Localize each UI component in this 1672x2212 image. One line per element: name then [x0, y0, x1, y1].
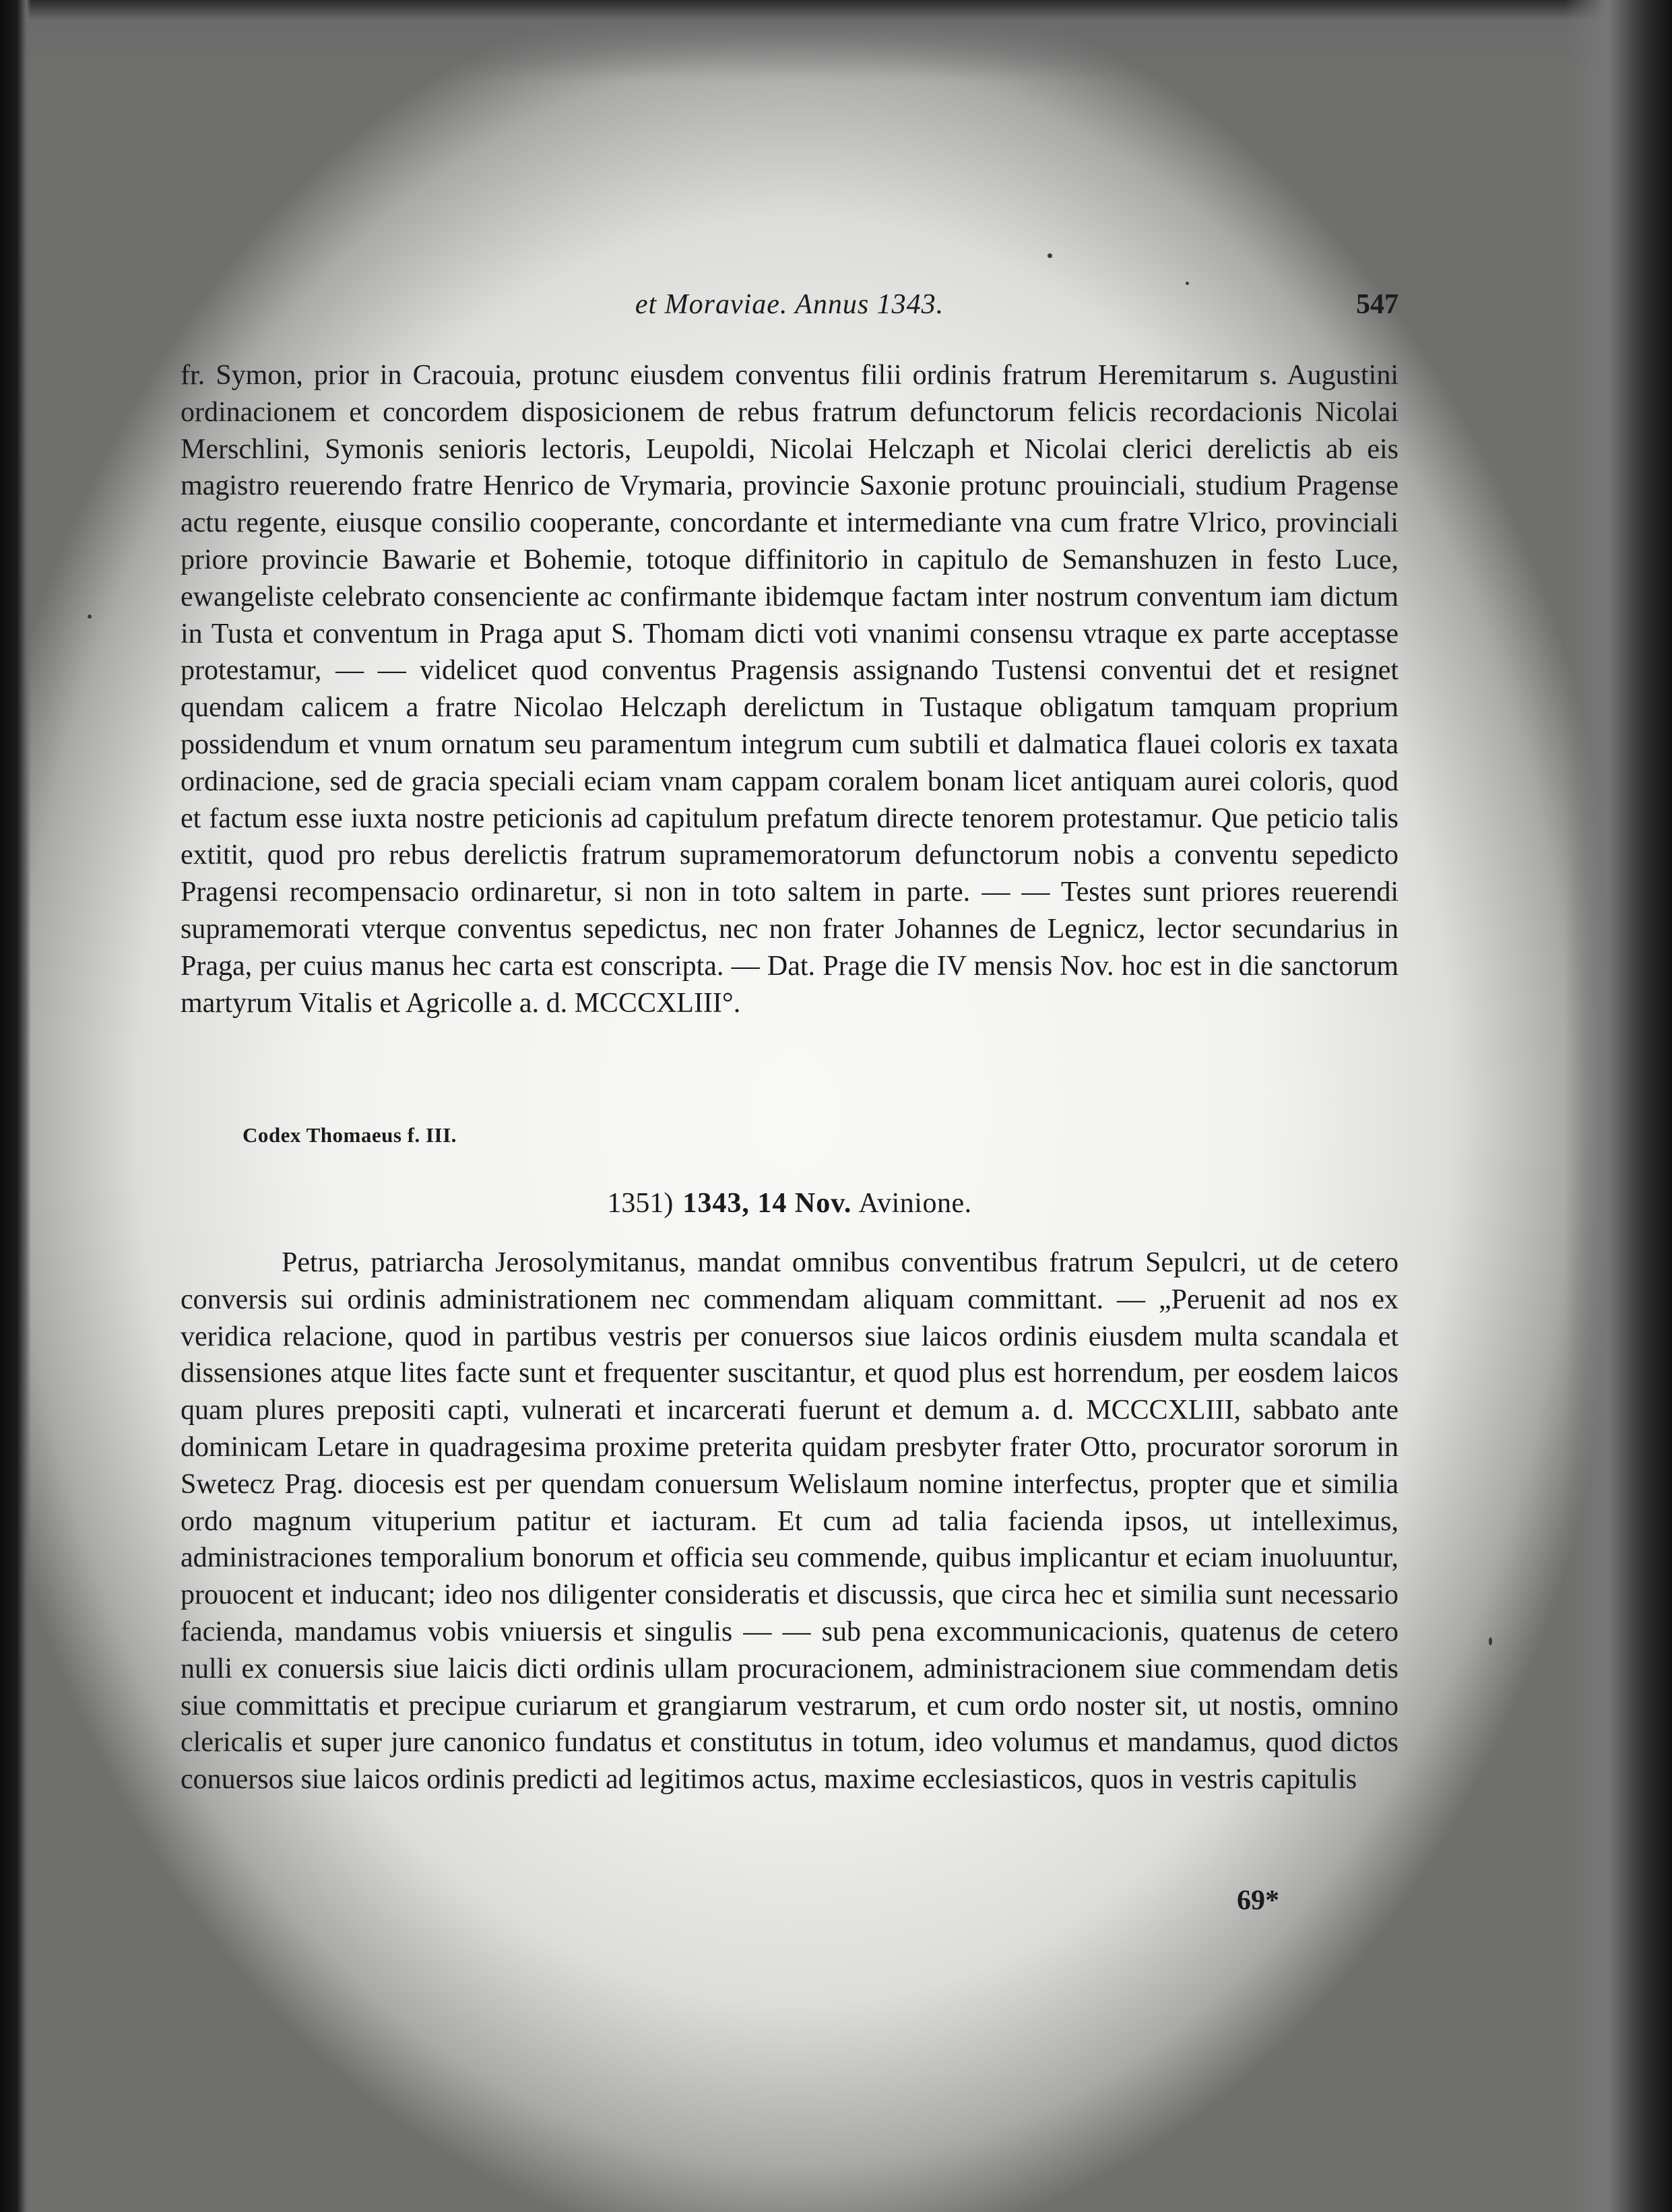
entry-body-text: Petrus, patriarcha Jerosolymitanus, mandat omnibus conventibus fratrum Sepulcri, ut de cetero conversis sui ordinis administrationem nec commendam aliquam committant. — „Peruenit ad nos ex veridica relacione, quod in partibus vestris per conuersos siue laicos ordinis eiusdem multa scandala et dissensiones atque lites facte sunt et frequenter suscitantur, et quod plus est horrendum, per eosdem laicos quam plures prepositi capti, vulnerati et incarcerati fuerunt et demum a. d. MCCCXLIII, sabbato ante dominicam Letare in quadragesima proxime preterita quidam presbyter frater Otto, procurator sororum in Swetecz Prag. diocesis est per quendam conuersum Welislaum nomine interfectus, propter que et similia ordo magnum vituperium patitur et iacturam. Et cum ad talia facienda ipsos, ut intelleximus, administraciones temporalium bonorum et officia seu commende, quibus implicantur et eciam inuoluuntur, prouocent et inducant; ideo nos diligenter consideratis et discussis, que circa hec et similia sunt necessario facienda, mandamus vobis vniuersis et singulis — — sub pena excommunicacionis, quatenus de cetero nulli ex conuersis siue laicis dicti ordinis ullam procuracionem, administracionem siue commendam detis siue committatis et precipue curiarum et grangiarum vestrarum, et cum ordo noster sit, ut nostis, omnino clericalis et super jure canonico fundatus et constitutus in totum, ideo volumus et mandamus, quod dictos conuersos siue laicos ordinis predicti ad legitimos actus, maxime ecclesiasticos, quos in vestris capitulis	[181, 1247, 1398, 1796]
document-entry-1350-continuation	[181, 357, 1398, 1021]
entry-number: 1351)	[607, 1188, 674, 1219]
scan-speck	[88, 614, 92, 619]
scan-speck	[1186, 282, 1189, 285]
entry-place: Avinione.	[858, 1188, 972, 1219]
page-number: 547	[1356, 289, 1398, 320]
scan-left-shadow	[0, 0, 31, 2212]
running-title: et Moraviae. Annus 1343.	[635, 289, 944, 320]
entry-date: 1343, 14 Nov.	[682, 1188, 852, 1219]
entry-body-text: fr. Symon, prior in Cracouia, protunc eiusdem conventus filii ordinis fratrum Heremitarum s. Augustini ordinacionem et concordem disposicionem de rebus fratrum defunctorum felicis recordacionis Nicolai Merschlini, Symonis senioris lectoris, Leupoldi, Nicolai Helczaph et Nicolai clerici derelictis ab eis magistro reuerendo fratre Henrico de Vrymaria, provincie Saxonie protunc prouinciali, studium Pragense actu regente, eiusque consilio cooperante, concordante et intermediante vna cum fratre Vlrico, provinciali priore provincie Bawarie et Bohemie, totoque diffinitorio in capitulo de Semanshuzen in festo Luce, ewangeliste celebrato consenciente ac confirmante ibidemque factam inter nostrum conventum iam dictum in Tusta et conventum in Praga aput S. Thomam dicti voti vnanimi consensu vtraque ex parte acceptasse protestamur, — — videlicet quod conventus Pragensis assignando Tustensi conventui det et resignet quendam calicem a fratre Nicolao Helczaph derelictum in Tustaque obligatum tamquam proprium possidendum et vnum ornatum seu paramentum integrum cum subtili et dalmatica flauei coloris ex taxata ordinacione, sed de gracia speciali eciam vnam cappam coralem bonam licet antiquam aurei coloris, quod et factum esse iuxta nostre peticionis ad capitulum prefatum directe tenorem protestamur. Que peticio talis extitit, quod pro rebus derelictis fratrum supramemoratorum defunctorum nobis a conventu sepedicto Pragensi recompensacio ordinaretur, si non in toto saltem in parte. — — Testes sunt priores reuerendi supramemorati vterque conventus sepedictus, nec non frater Johannes de Legnicz, lector secundarius in Praga, per cuius manus hec carta est conscripta. — Dat. Prage die IV mensis Nov. hoc est in die sanctorum martyrum Vitalis et Agricolle a. d. MCCCXLIII°.	[181, 360, 1398, 1019]
running-head	[181, 288, 1398, 329]
scan-speck	[1048, 253, 1052, 258]
signature-mark: 69*	[1237, 1885, 1279, 1916]
document-entry-1351	[181, 1244, 1398, 1798]
source-citation: Codex Thomaeus f. III.	[243, 1123, 457, 1147]
entry-heading	[181, 1187, 1398, 1220]
scan-right-shadow	[1564, 0, 1672, 2212]
scan-top-shadow	[0, 0, 1672, 81]
scan-speck	[1489, 1637, 1492, 1645]
